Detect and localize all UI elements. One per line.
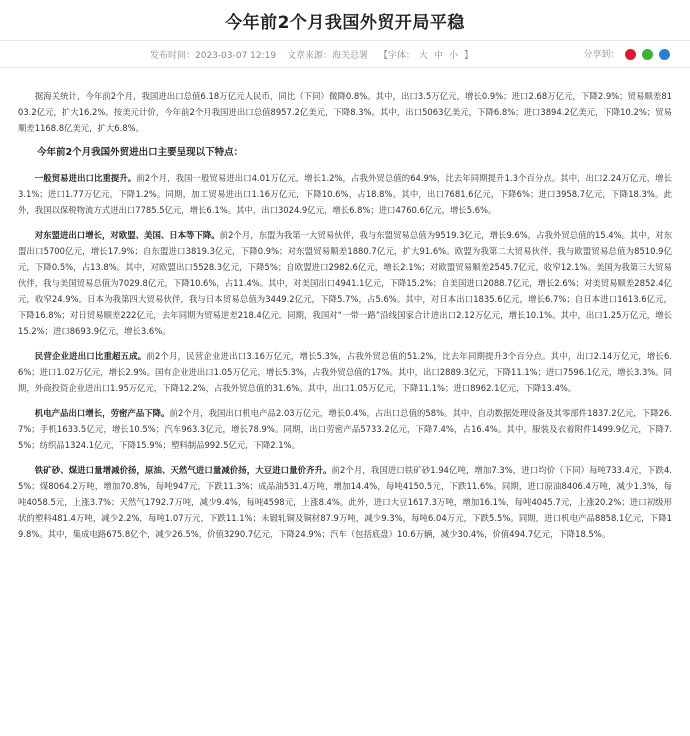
source-value: 海关总署 bbox=[332, 51, 369, 61]
paragraph-lead: 民营企业进出口比重超五成。 bbox=[34, 351, 147, 361]
paragraph-lead: 铁矿砂、煤进口量增减价扬，原油、天然气进口量减价扬，大豆进口量价齐升。 bbox=[34, 465, 332, 475]
section-heading: 今年前2个月我国外贸进出口主要呈现以下特点： bbox=[37, 147, 244, 158]
font-bracket-close: 】 bbox=[463, 51, 473, 61]
paragraph-text: 前2个月，我国出口机电产品2.03万亿元，增长0.4%，占出口总值的58%。其中，自动数据处理设备及其零部件1837.2亿元，下降26.7%；手机1633.5亿元，增长10.5%；汽车963.3亿元，增长78.9%。同期，出口劳密产品5733.2亿元，下降7.4%，占16.4%。其中，服装及衣着附件1499.9亿元，下降7.5%；纺织品1324.1亿元，下降15.9%；塑料制品992.5亿元，下降2.1%。 bbox=[18, 408, 672, 450]
paragraph-text: 前2个月，东盟为我第一大贸易伙伴，我与东盟贸易总值为9519.3亿元，增长9.6%，占我外贸总值的15.4%。其中，对东盟出口5700亿元，增长17.9%；自东盟进口3819.3亿元，下降0.9%；对东盟贸易顺差1880.7亿元，扩大91.6%。欧盟为我第二大贸易伙伴，我与欧盟贸易总值为8510.9亿元，下降0.5%，占13.8%。其中，对欧盟出口5528.3亿元，下降5%；自欧盟进口2982.6亿元，增长2.1%；对欧盟贸易顺差2545.7亿元，收窄12.1%。美国为我第三大贸易伙伴，我与美国贸易总值为7029.8亿元，下降10.6%，占11.4%。其中，对美国出口4941.1亿元，下降15.2%；自美国进口2088.7亿元，增长2.6%；对美贸易顺差2852.4亿元，收窄24.9%。日本为我第四大贸易伙伴，我与日本贸易总值为3449.2亿元，下降5.7%，占5.6%。其中，对日本出口1835.6亿元，增长6.7%；自日本进口1613.6亿元，下降16.8%；对日贸易顺差222亿元，去年同期为贸易逆差218.4亿元。同期，我国对“一带一路”沿线国家合计进出口2.12万亿元，增长10.1%。其中，出口1.25万亿元，增长15.2%；进口8693.9亿元，增长3.6%。 bbox=[18, 230, 673, 336]
paragraph-trade-mode bbox=[18, 170, 672, 218]
paragraph-lead: 机电产品出口增长，劳密产品下降。 bbox=[34, 408, 170, 418]
article-title: 今年前2个月我国外贸开局平稳 bbox=[225, 13, 465, 33]
share-bar bbox=[583, 47, 670, 60]
wechat-icon[interactable] bbox=[642, 49, 653, 60]
intro-paragraph: 据海关统计，今年前2个月，我国进出口总值6.18万亿元人民币，同比（下同）微降0.8%。其中，出口3.5万亿元，增长0.9%；进口2.68万亿元，下降2.9%；贸易顺差8103.2亿元，扩大16.2%。按美元计价，今年前2个月我国进出口总值8957.2亿美元，下降8.3%。其中，出口5063亿美元，下降6.8%；进口3894.2亿美元，下降10.2%；贸易顺差1168.8亿美元，扩大6.8%。 bbox=[18, 91, 672, 133]
font-medium-button[interactable]: 中 bbox=[433, 51, 443, 61]
paragraph-text: 前2个月，我国进口铁矿砂1.94亿吨，增加7.3%，进口均价（下同）每吨733.4元，下跌4.5%；煤8064.2万吨，增加70.8%，每吨947元，下跌11.3%；成品油531.4万吨，增加14.4%，每吨4150.5元，下跌11.6%。同期，进口原油8406.4万吨，减少1.3%，每吨4058.5元，上涨3.7%；天然气1792.7万吨，减少9.4%，每吨4598元，上涨8.4%。此外，进口大豆1617.3万吨，增加16.1%，每吨4045.7元，上涨20.2%；进口初级形状的塑料481.4万吨，减少2.2%，每吨1.07万元，下跌11.1%；未锻轧铜及铜材87.9万吨，减少9.3%，每吨6.04万元，下跌5.5%。同期，进口机电产品8858.1亿元，下降19.8%。其中，集成电路675.8亿个，减少26.5%，价值3290.7亿元，下降24.9%；汽车（包括底盘）10.6万辆，减少30.4%，价值494.7亿元，下降18.5%。 bbox=[18, 465, 673, 539]
paragraph-text: 前2个月，民营企业进出口3.16万亿元，增长5.3%，占我外贸总值的51.2%，比去年同期提升3个百分点。其中，出口2.14万亿元，增长6.6%；进口1.02万亿元，增长2.9%。国有企业进出口1.05万亿元，增长5.3%，占我外贸总值的17%。其中，出口2889.3亿元，下降11.1%；进口7596.1亿元，增长3.3%。同期，外商投资企业进出口1.95万亿元，下降12.2%，占我外贸总值的31.6%。其中，出口1.05万亿元，下降11.1%；进口8962.1亿元，下降13.4%。 bbox=[18, 351, 672, 393]
font-size-switcher bbox=[379, 51, 479, 61]
publish-label: 发布时间： bbox=[150, 51, 196, 61]
share-label: 分享到： bbox=[583, 50, 620, 60]
meta-info bbox=[150, 48, 487, 61]
paragraph-text: 前2个月，我国一般贸易进出口4.01万亿元，增长1.2%，占我外贸总值的64.9%，比去年同期提升1.3个百分点。其中，出口2.24万亿元，增长3.1%；进口1.77万亿元，下降1.2%。同期，加工贸易进出口1.16万亿元，下降10.6%，占18.8%。其中，出口7681.6亿元，下降6%；进口3958.7亿元，下降18.3%。此外，我国以保税物流方式进出口7785.5亿元，增长6.1%。其中，出口3024.9亿元，增长6.8%；进口4760.6亿元，增长5.6%。 bbox=[18, 173, 672, 215]
article-meta-bar bbox=[0, 40, 690, 68]
paragraph-lead: 一般贸易进出口比重提升。 bbox=[34, 173, 137, 183]
more-share-icon[interactable] bbox=[659, 49, 670, 60]
article-body bbox=[18, 88, 672, 551]
source-label: 文章来源： bbox=[287, 51, 333, 61]
font-large-button[interactable]: 大 bbox=[418, 51, 428, 61]
paragraph-lead: 对东盟进出口增长，对欧盟、美国、日本等下降。 bbox=[34, 230, 220, 240]
publish-time-value: 2023-03-07 12:19 bbox=[195, 51, 277, 61]
font-small-button[interactable]: 小 bbox=[448, 51, 458, 61]
article-source bbox=[287, 51, 368, 61]
paragraph-partners bbox=[18, 227, 672, 339]
paragraph-products bbox=[18, 405, 672, 453]
paragraph-commodities bbox=[18, 462, 672, 542]
weibo-icon[interactable] bbox=[625, 49, 636, 60]
publish-time bbox=[150, 51, 276, 61]
font-label: 【字体： bbox=[378, 51, 415, 61]
paragraph-private-enterprises bbox=[18, 348, 672, 396]
